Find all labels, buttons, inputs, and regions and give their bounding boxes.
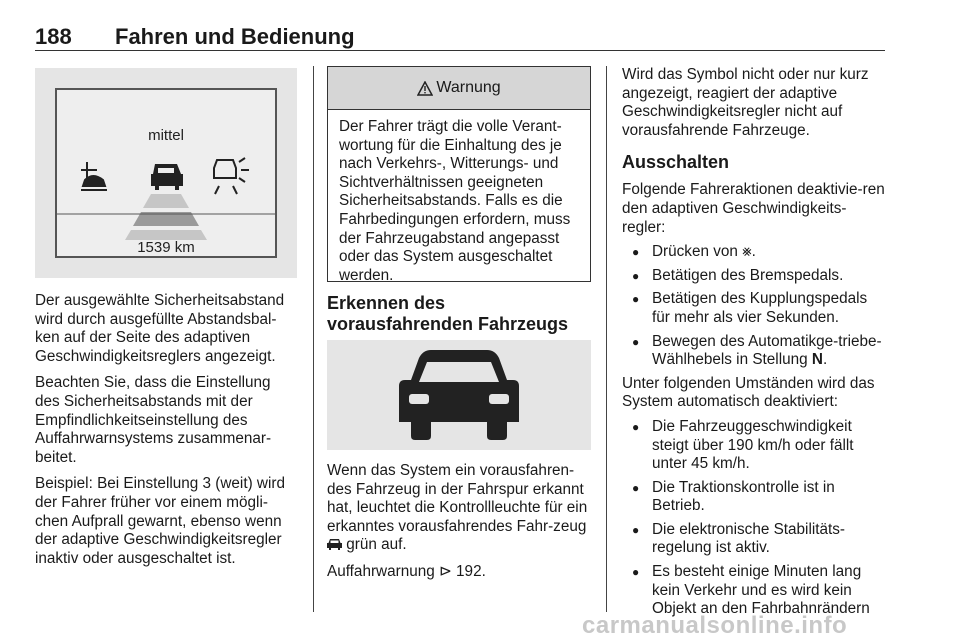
list-item: ● Betätigen des Bremspedals.	[622, 267, 888, 286]
column-divider-1	[313, 66, 314, 612]
detection-text-part2: grün auf.	[346, 536, 407, 554]
paragraph: Beispiel: Bei Einstellung 3 (weit) wird der Fahrer früher vor einem mögli-chen Aufprall gewarnt, ebenso wenn der adaptive Geschwindigkeitsregler inaktiv oder ausgeschaltet ist.	[35, 475, 285, 567]
distance-bar-1	[143, 194, 189, 208]
paragraph: Unter folgenden Umständen wird das System automatisch deaktiviert:	[622, 374, 875, 411]
paragraph: Der ausgewählte Sicherheitsabstand wird durch ausgefüllte Abstandsbal-ken auf der Seite des adaptiven Geschwindigkeitsreglers angezeigt.	[35, 292, 285, 365]
list-item-text: Bewegen des Automatikge-triebe-Wählhebels in Stellung	[652, 332, 882, 369]
warning-box	[327, 66, 591, 282]
column-1-text	[35, 292, 299, 568]
header-rule	[35, 50, 885, 51]
warning-triangle-icon	[417, 81, 433, 96]
column-3-text	[622, 66, 888, 624]
warning-title: Warnung	[436, 79, 501, 96]
list-item: ● Die Traktionskontrolle ist in Betrieb.	[622, 479, 888, 516]
cross-reference-label: Auffahrwarnung	[327, 562, 435, 580]
watermark: carmanualsonline.info	[582, 612, 848, 639]
display-screen	[55, 88, 277, 258]
sensor-alert-icon	[214, 158, 249, 194]
detected-vehicle-icon	[151, 164, 183, 190]
detection-text-part1: Wenn das System ein vorausfahren-des Fahrzeug in der Fahrspur erkannt hat, leuchtet die Kontrollleuchte für ein erkanntes vorausfahrendes Fahr-zeug	[327, 462, 588, 535]
vehicle-indicator-figure	[327, 340, 591, 450]
auto-deactivation-list	[622, 418, 888, 619]
column-2-text	[327, 462, 593, 582]
paragraph: Folgende Fahreraktionen deaktivie-ren den adaptiven Geschwindigkeits-regler:	[622, 181, 885, 236]
distance-display-graphic	[57, 90, 275, 256]
page-number: 188	[35, 24, 72, 49]
car-front-icon	[327, 538, 342, 551]
list-item	[622, 333, 888, 370]
column-divider-2	[606, 66, 607, 612]
list-item-end: .	[822, 351, 828, 369]
list-item: ● Die elektronische Stabilitäts-regelung ist aktiv.	[622, 521, 888, 558]
distance-display-figure	[35, 68, 297, 278]
list-item: ● Es besteht einige Minuten lang kein Verkehr und es wird kein Objekt an den Fahrbahnrändern	[622, 563, 888, 619]
paragraph	[327, 563, 593, 582]
list-item: ● Die Fahrzeuggeschwindigkeit steigt über 190 km/h oder fällt unter 45 km/h.	[622, 418, 888, 474]
gear-position: N	[811, 351, 823, 369]
distance-setting-label: mittel	[148, 127, 184, 144]
odometer-reading: 1539 km	[137, 239, 195, 256]
deactivation-list	[622, 243, 888, 370]
page-title: Fahren und Bedienung	[115, 24, 355, 49]
warning-header	[328, 67, 590, 110]
paragraph: Wird das Symbol nicht oder nur kurz angezeigt, reagiert der adaptive Geschwindigkeitsregler nicht auf vorausfahrende Fahrzeuge.	[622, 66, 869, 139]
collision-alert-icon	[81, 162, 107, 190]
cross-reference-link[interactable]: ⊳ 192.	[438, 562, 486, 580]
section-heading: Erkennen des vorausfahrenden Fahrzeugs	[327, 293, 569, 334]
paragraph: Beachten Sie, dass die Einstellung des Sicherheitsabstands mit der Empfindlichkeitseinstellung des Auffahrwarnsystems zusammenar-beitet.	[35, 374, 272, 466]
paragraph	[327, 462, 593, 555]
warning-body: Der Fahrer trägt die volle Verant-wortung für die Einhaltung des je nach Verkehrs-, Witterungs- und Sichtverhältnissen geeigneten Sicherheitsabstands. Falls es die Fahrbedingungen erfordern, muss der Fahrzeugabstand angepasst oder das System ausgeschaltet werden.	[339, 118, 571, 284]
list-item: ● Betätigen des Kupplungspedals für mehr als vier Sekunden.	[622, 290, 888, 327]
car-front-icon	[327, 340, 591, 450]
section-heading: Ausschalten	[622, 152, 730, 173]
list-item: ● Drücken von ⨳.	[622, 243, 888, 262]
